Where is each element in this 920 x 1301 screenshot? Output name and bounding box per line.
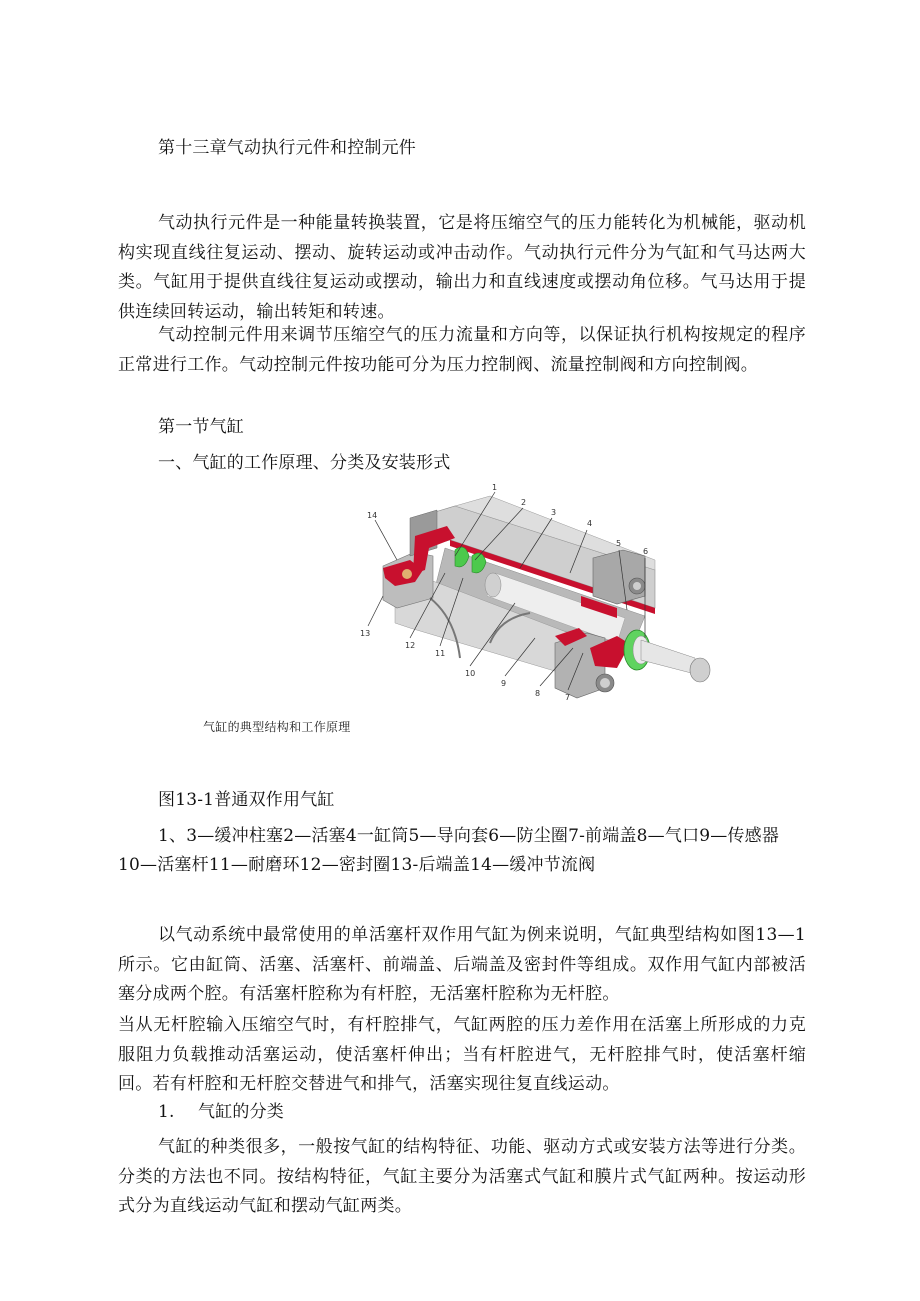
svg-text:9: 9 — [501, 679, 507, 688]
figure-inline-caption: 气缸的典型结构和工作原理 — [203, 720, 351, 734]
intro-paragraph-2: 气动控制元件用来调节压缩空气的压力流量和方向等，以保证执行机构按规定的程序正常进行工作。气动控制元件按功能可分为压力控制阀、流量控制阀和方向控制阀。 — [118, 325, 806, 375]
svg-text:8: 8 — [535, 689, 541, 698]
svg-text:6: 6 — [643, 547, 649, 556]
svg-text:11: 11 — [435, 649, 446, 658]
svg-text:13: 13 — [360, 629, 371, 638]
body-paragraph-1: 以气动系统中最常使用的单活塞杆双作用气缸为例来说明，气缸典型结构如图13—1所示。它由缸筒、活塞、活塞杆、前端盖、后端盖及密封件等组成。双作用气缸内部被活塞分成两个腔。有活塞杆腔称为有杆腔，无活塞杆腔称为无杆腔。 — [118, 925, 806, 1004]
figure-legend-line-2: 10—活塞杆11—耐磨环12—密封圈13-后端盖14—缓冲节流阀 — [118, 855, 596, 875]
cylinder-cutaway-figure — [355, 478, 725, 740]
svg-text:12: 12 — [405, 641, 416, 650]
figure-title: 图13-1普通双作用气缸 — [158, 790, 335, 810]
svg-text:5: 5 — [616, 539, 622, 548]
svg-text:7: 7 — [565, 693, 571, 702]
intro-paragraph-1: 气动执行元件是一种能量转换装置，它是将压缩空气的压力能转化为机械能，驱动机构实现直线往复运动、摆动、旋转运动或冲击动作。气动执行元件分为气缸和气马达两大类。气缸用于提供直线往复运动或摆动，输出力和直线速度或摆动角位移。气马达用于提供连续回转运动，输出转矩和转速。 — [118, 213, 806, 322]
svg-text:1: 1 — [492, 483, 498, 492]
svg-text:4: 4 — [587, 519, 593, 528]
body-paragraph-3: 气缸的种类很多，一般按气缸的结构特征、功能、驱动方式或安装方法等进行分类。分类的方法也不同。按结构特征，气缸主要分为活塞式气缸和膜片式气缸两种。按运动形式分为直线运动气缸和摆动气缸两类。 — [118, 1137, 806, 1216]
list-item-number: 1. — [158, 1102, 175, 1122]
section-title: 第一节气缸 — [158, 417, 244, 437]
svg-text:2: 2 — [521, 498, 527, 507]
cylinder-diagram-icon — [355, 478, 725, 740]
chapter-title: 第十三章气动执行元件和控制元件 — [158, 138, 416, 158]
subsection-title: 一、气缸的工作原理、分类及安装形式 — [158, 453, 451, 473]
figure-legend-line-1: 1、3—缓冲柱塞2—活塞4一缸筒5—导向套6—防尘圈7-前端盖8—气口9—传感器 — [158, 826, 780, 846]
svg-text:14: 14 — [367, 511, 378, 520]
list-item-title: 气缸的分类 — [198, 1102, 284, 1122]
svg-text:3: 3 — [551, 508, 557, 517]
svg-text:10: 10 — [465, 669, 476, 678]
body-paragraph-2: 当从无杆腔输入压缩空气时，有杆腔排气，气缸两腔的压力差作用在活塞上所形成的力克服阻力负载推动活塞运动，使活塞杆伸出；当有杆腔进气，无杆腔排气时，使活塞杆缩回。若有杆腔和无杆腔交替进气和排气，活塞实现往复直线运动。 — [118, 1015, 806, 1094]
